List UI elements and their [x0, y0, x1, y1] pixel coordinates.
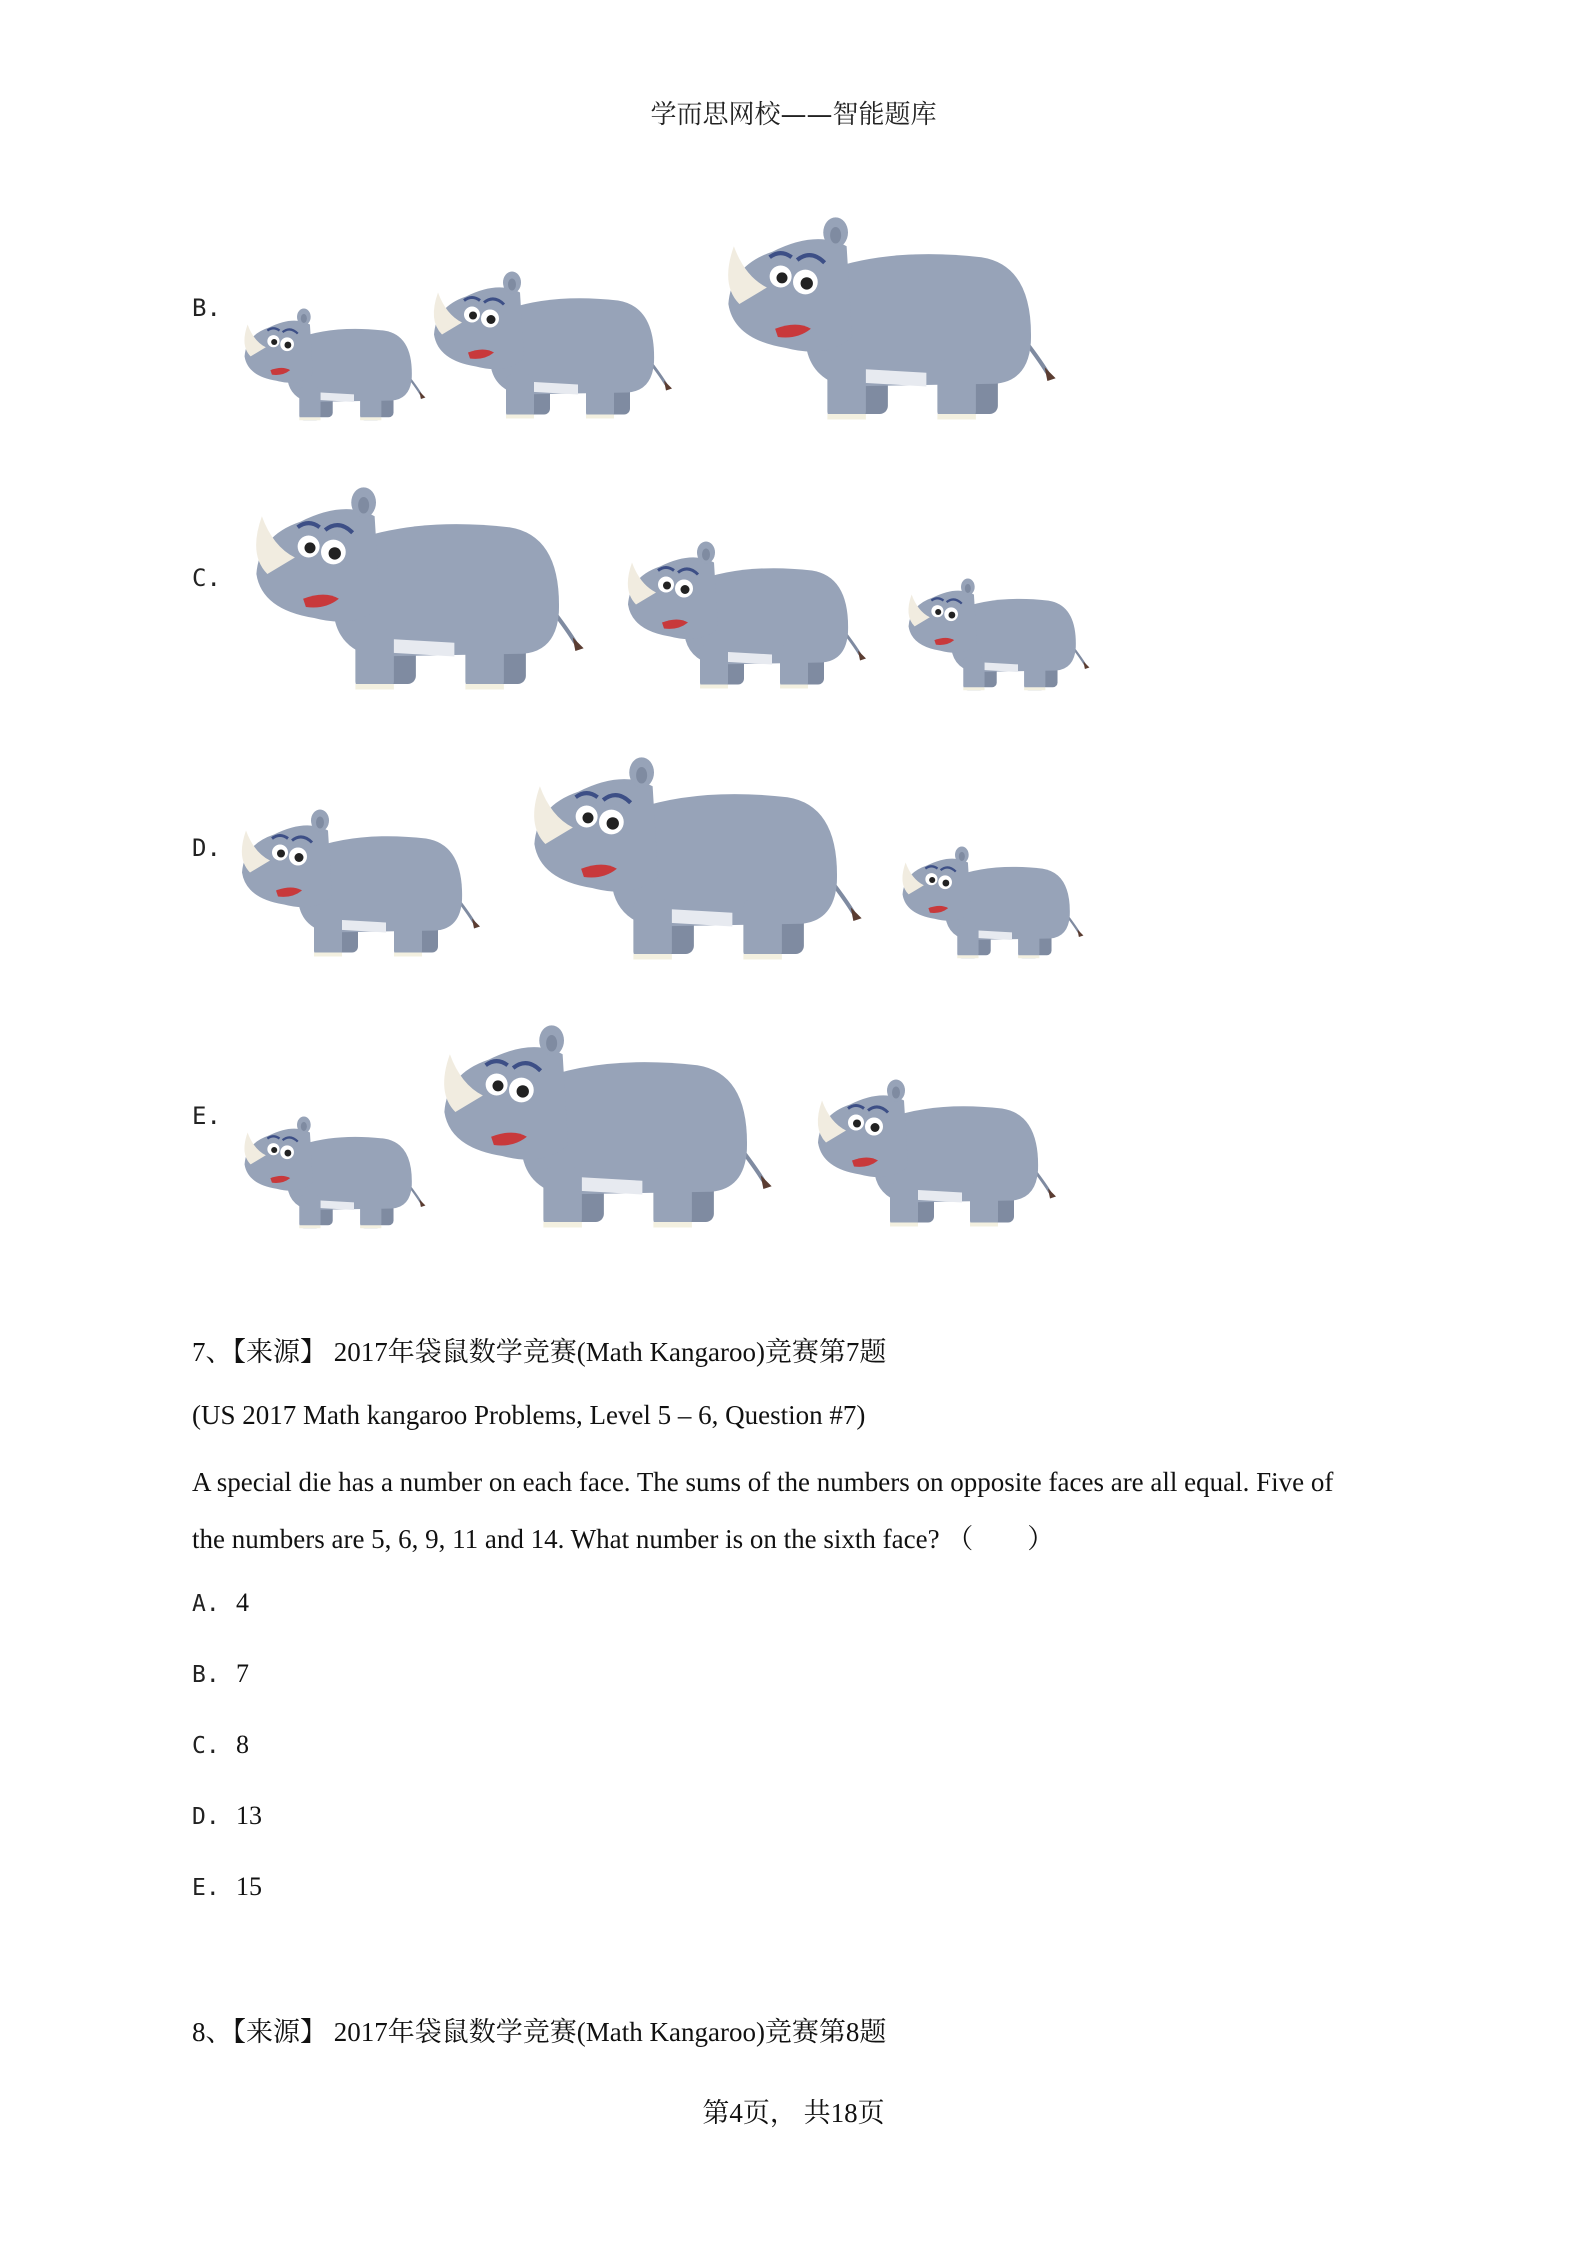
answer-value: 15	[236, 1872, 262, 1901]
question-7-text-line-2: the numbers are 5, 6, 9, 11 and 14. What number is on the sixth face? （ ）	[192, 1524, 1055, 1554]
rhino-large-image	[240, 475, 600, 695]
option-b-row[interactable]	[192, 190, 1092, 430]
answer-letter: A.	[192, 1591, 220, 1617]
page-header: 学而思网校——智能题库	[650, 100, 937, 130]
option-e-row[interactable]	[192, 998, 1092, 1238]
answer-value: 7	[236, 1659, 249, 1688]
answer-c[interactable]	[192, 1730, 249, 1760]
option-c-letter: C.	[192, 564, 221, 592]
rhino-medium-image	[812, 1068, 1062, 1233]
answer-letter: B.	[192, 1662, 220, 1688]
rhino-large-image	[712, 205, 1072, 425]
option-c-row[interactable]	[192, 460, 1092, 700]
option-e-letter: E.	[192, 1102, 221, 1130]
rhino-small-image	[240, 300, 430, 425]
answer-letter: D.	[192, 1804, 220, 1830]
answer-d[interactable]	[192, 1801, 262, 1831]
rhino-medium-image	[622, 530, 872, 695]
answer-value: 4	[236, 1588, 249, 1617]
rhino-medium-image	[428, 260, 678, 425]
page-footer: 第4页， 共18页	[702, 2098, 885, 2128]
question-7-text-line-1: A special die has a number on each face. The sums of the numbers on opposite faces are all equal. Five of	[192, 1467, 1334, 1497]
question-7-reference: (US 2017 Math kangaroo Problems, Level 5 – 6, Question #7)	[192, 1400, 866, 1430]
answer-a[interactable]	[192, 1588, 249, 1618]
answer-letter: E.	[192, 1875, 220, 1901]
rhino-small-image	[240, 1108, 430, 1233]
answer-letter: C.	[192, 1733, 220, 1759]
option-b-letter: B.	[192, 294, 221, 322]
rhino-medium-image	[236, 798, 486, 963]
answer-value: 13	[236, 1801, 262, 1830]
rhino-small-image	[898, 838, 1088, 963]
rhino-large-image	[428, 1013, 788, 1233]
answer-value: 8	[236, 1730, 249, 1759]
question-8-source: 8、【来源】 2017年袋鼠数学竞赛(Math Kangaroo)竞赛第8题	[192, 2017, 887, 2047]
answer-e[interactable]	[192, 1872, 262, 1902]
question-7-source: 7、【来源】 2017年袋鼠数学竞赛(Math Kangaroo)竞赛第7题	[192, 1337, 887, 1367]
option-d-row[interactable]	[192, 730, 1092, 970]
rhino-small-image	[904, 570, 1094, 695]
answer-b[interactable]	[192, 1659, 249, 1689]
option-d-letter: D.	[192, 834, 221, 862]
rhino-large-image	[518, 745, 878, 965]
